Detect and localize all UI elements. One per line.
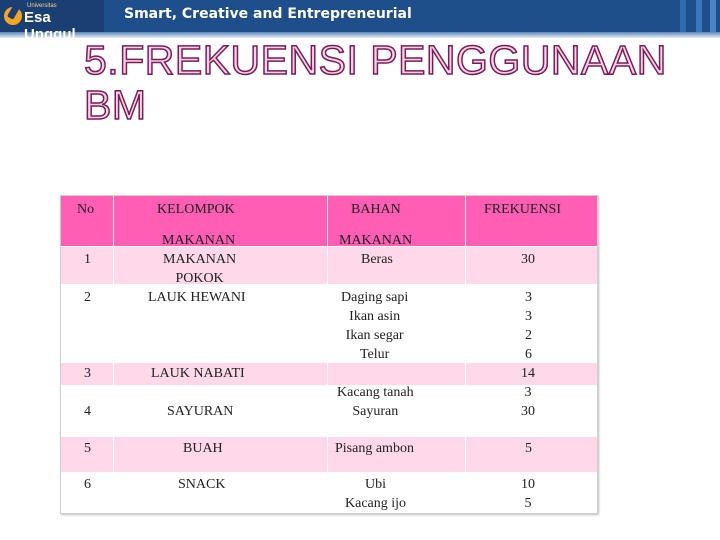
- header-decoration: [696, 0, 702, 32]
- bahan-line: Daging sapi: [341, 290, 409, 305]
- cell-bahan: [341, 288, 408, 364]
- column-divider: [113, 196, 114, 513]
- header-kelompok: KELOMPOK: [157, 202, 235, 217]
- cell-no: 2: [84, 290, 91, 305]
- bahan-line: Ikan asin: [349, 309, 401, 324]
- row-divider: [61, 436, 597, 437]
- cell-bahan: Beras: [361, 252, 393, 267]
- cell-kelompok: LAUK HEWANI: [148, 290, 246, 305]
- cell-kelompok: [163, 250, 236, 288]
- cell-kelompok: LAUK NABATI: [151, 366, 245, 381]
- cell-no: 3: [84, 366, 91, 381]
- row-divider: [61, 284, 597, 285]
- cell-frekuensi: 30: [521, 252, 535, 267]
- frekuensi-line: 10: [521, 477, 535, 492]
- logo-small-text: Universitas: [27, 3, 57, 9]
- row-divider: [61, 362, 597, 363]
- cell-frekuensi: 5: [525, 441, 532, 456]
- column-divider: [327, 196, 328, 513]
- frekuensi-line: 2: [525, 328, 532, 343]
- header-decoration: [680, 0, 686, 32]
- tagline: Smart, Creative and Entrepreneurial: [124, 6, 412, 22]
- cell-frekuensi: [525, 288, 532, 364]
- slide-title-line2: BM: [84, 82, 147, 128]
- kelompok-header-continuation: MAKANAN: [162, 233, 236, 248]
- frequency-table: [60, 195, 598, 514]
- header-decoration: [710, 0, 716, 32]
- cell-no: 4: [84, 404, 91, 419]
- bahan-header-continuation: MAKANAN: [339, 233, 413, 248]
- table-row: [61, 284, 597, 362]
- cell-kelompok: SAYURAN: [167, 404, 234, 419]
- bahan-line: Telur: [359, 347, 390, 362]
- frekuensi-line: 3: [525, 309, 532, 324]
- table-row: [61, 436, 597, 472]
- logo-text: Esa Unggul: [24, 9, 76, 43]
- cell-kelompok: SNACK: [178, 477, 226, 492]
- frekuensi-line: 3: [524, 385, 532, 400]
- table-row: [61, 385, 597, 436]
- cell-bahan: [345, 475, 406, 513]
- row-divider: [61, 472, 597, 473]
- bahan-line: Sayuran: [352, 404, 399, 419]
- cell-frekuensi: [521, 475, 535, 513]
- bahan-line: Kacang tanah: [337, 385, 414, 400]
- table-row: [61, 472, 597, 513]
- cell-frekuensi: 14: [521, 366, 535, 381]
- cell-no: 1: [84, 252, 91, 267]
- cell-no: 5: [84, 441, 91, 456]
- cell-kelompok: BUAH: [183, 441, 223, 456]
- table-row: [61, 246, 597, 284]
- logo-emblem-icon: [4, 7, 22, 25]
- bahan-line: Kacang ijo: [345, 496, 407, 511]
- frekuensi-line: 30: [521, 404, 535, 419]
- header-bahan: BAHAN: [351, 202, 401, 217]
- bahan-line: Ubi: [365, 477, 387, 492]
- kelompok-line: POKOK: [175, 271, 224, 286]
- frekuensi-line: 6: [525, 347, 532, 362]
- frekuensi-line: 5: [524, 496, 532, 511]
- slide-title-line1: 5.FREKUENSI PENGGUNAAN: [84, 37, 667, 83]
- slide-title: [84, 38, 684, 128]
- header-frekuensi: FREKUENSI: [484, 202, 562, 217]
- cell-no: 6: [84, 477, 91, 492]
- frekuensi-line: 3: [525, 290, 532, 305]
- table-row: [61, 362, 597, 385]
- header-no: No: [77, 202, 95, 217]
- cell-frekuensi: [521, 383, 535, 421]
- kelompok-line: MAKANAN: [163, 252, 237, 267]
- row-divider: [61, 246, 597, 247]
- bahan-line: Ikan segar: [345, 328, 404, 343]
- column-divider: [465, 196, 466, 513]
- row-divider: [61, 385, 597, 386]
- university-logo: [0, 0, 104, 43]
- cell-bahan: Pisang ambon: [335, 441, 414, 456]
- cell-bahan: [337, 383, 414, 421]
